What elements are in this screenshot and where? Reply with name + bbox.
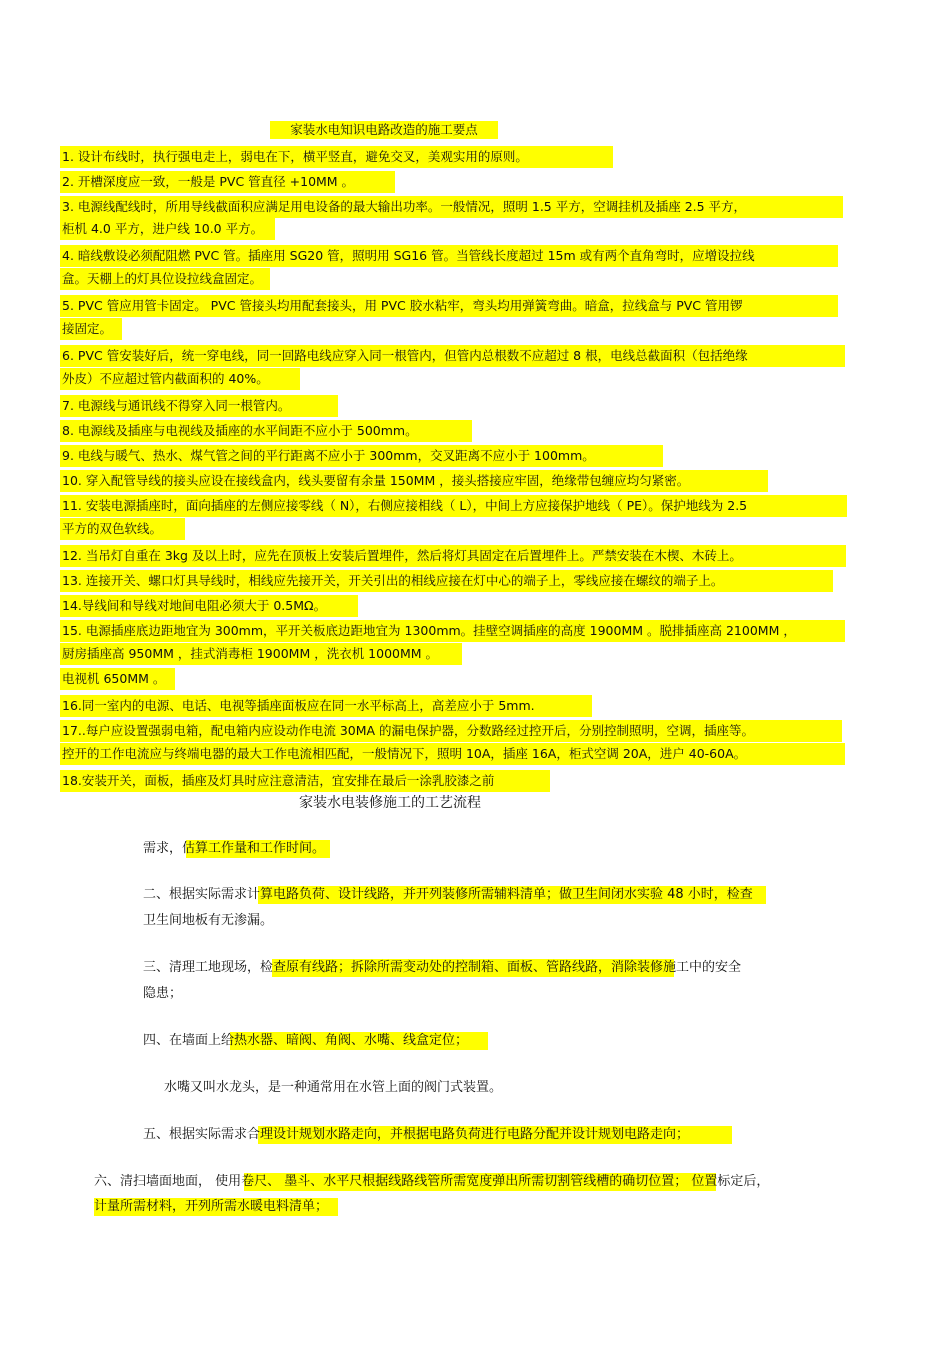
step-line: 四、在墙面上给热水器、暗阀、角阀、水嘴、线盒定位； [143,1033,469,1048]
rule-line: 4. 暗线敷设必须配阻燃 PVC 管。插座用 SG20 管，照明用 SG16 管。当管线长度超过 15m 或有两个直角弯时，应增设拉线 [60,245,838,267]
rule-line: 厨房插座高 950MM ，挂式消毒柜 1900MM ，洗衣机 1000MM 。 [60,643,462,665]
rule-line: 2. 开槽深度应一致，一般是 PVC 管直径 +10MM 。 [60,171,395,193]
rule-line: 接固定。 [60,318,122,340]
step-line: 需求，估算工作量和工作时间。 [143,841,326,856]
step-line: 二、根据实际需求计算电路负荷、设计线路，并开列装修所需辅料清单；做卫生间闭水实验 48 小时，检查 [143,887,753,902]
rule-line: 1. 设计布线时，执行强电走上，弱电在下，横平竖直，避免交叉，美观实用的原则。 [60,146,613,168]
rule-line: 9. 电线与暖气、热水、煤气管之间的平行距离不应小于 300mm，交叉距离不应小于 100mm。 [60,445,663,467]
step-line: 六、清扫墙面地面， 使用卷尺、 墨斗、水平尺根据线路线管所需宽度弹出所需切割管线槽的确切位置； 位置标定后， [94,1174,770,1189]
rule-line: 盒。天棚上的灯具位设拉线盒固定。 [60,268,270,290]
document-title: 家装水电知识电路改造的施工要点 [270,121,498,139]
rule-line: 13. 连接开关、螺口灯具导线时，相线应先接开关，开关引出的相线应接在灯中心的端子上，零线应接在螺纹的端子上。 [60,570,833,592]
step-line: 三、清理工地现场，检查原有线路；拆除所需变动处的控制箱、面板、管路线路，消除装修施工中的安全 [143,960,742,975]
rule-line: 柜机 4.0 平方，进户线 10.0 平方。 [60,218,275,240]
step-note: 水嘴又叫水龙头，是一种通常用在水管上面的阀门式装置。 [164,1080,503,1095]
rule-line: 14.导线间和导线对地间电阻必须大于 0.5MΩ。 [60,595,358,617]
step-line: 隐患； [143,986,183,1001]
rule-line: 5. PVC 管应用管卡固定。 PVC 管接头均用配套接头，用 PVC 胶水粘牢，弯头均用弹簧弯曲。暗盒，拉线盒与 PVC 管用锣 [60,295,838,317]
rule-line: 11. 安装电源插座时，面向插座的左侧应接零线（ N），右侧应接相线（ L），中间上方应接保护地线（ PE）。保护地线为 2.5 [60,495,847,517]
rule-line: 电视机 650MM 。 [60,668,175,690]
rule-line: 外皮）不应超过管内截面积的 40%。 [60,368,300,390]
rule-line: 12. 当吊灯自重在 3kg 及以上时，应先在顶板上安装后置埋件，然后将灯具固定在后置埋件上。严禁安装在木楔、木砖上。 [60,545,846,567]
rule-line: 8. 电源线及插座与电视线及插座的水平间距不应小于 500mm。 [60,420,472,442]
step-line: 计量所需材料，开列所需水暖电料清单； [94,1199,329,1214]
rule-line: 10. 穿入配管导线的接头应设在接线盒内，线头要留有余量 150MM ，接头搭接应牢固，绝缘带包缠应均匀紧密。 [60,470,768,492]
rule-line: 控开的工作电流应与终端电器的最大工作电流相匹配，一般情况下，照明 10A，插座 16A，柜式空调 20A，进户 40-60A。 [60,743,845,765]
rule-line: 17..每户应设置强弱电箱，配电箱内应设动作电流 30MA 的漏电保护器，分数路经过控开后，分别控制照明，空调，插座等。 [60,720,842,742]
rule-line: 6. PVC 管安装好后，统一穿电线，同一回路电线应穿入同一根管内，但管内总根数不应超过 8 根，电线总截面积（包括绝缘 [60,345,845,367]
rule-line: 16.同一室内的电源、电话、电视等插座面板应在同一水平标高上，高差应小于 5mm. [60,695,592,717]
section-title: 家装水电装修施工的工艺流程 [299,795,481,811]
step-line: 卫生间地板有无渗漏。 [143,913,274,928]
rule-line: 3. 电源线配线时，所用导线截面积应满足用电设备的最大输出功率。一般情况，照明 1.5 平方，空调挂机及插座 2.5 平方， [60,196,843,218]
step-line: 五、根据实际需求合理设计规划水路走向，并根据电路负荷进行电路分配并设计规划电路走向； [143,1127,690,1142]
rule-line: 18.安装开关，面板，插座及灯具时应注意清洁，宜安排在最后一涂乳胶漆之前 [60,770,550,792]
rule-line: 平方的双色软线。 [60,518,185,540]
rule-line: 7. 电源线与通讯线不得穿入同一根管内。 [60,395,338,417]
rule-line: 15. 电源插座底边距地宜为 300mm，平开关板底边距地宜为 1300mm。挂壁空调插座的高度 1900MM 。脱排插座高 2100MM ， [60,620,845,642]
